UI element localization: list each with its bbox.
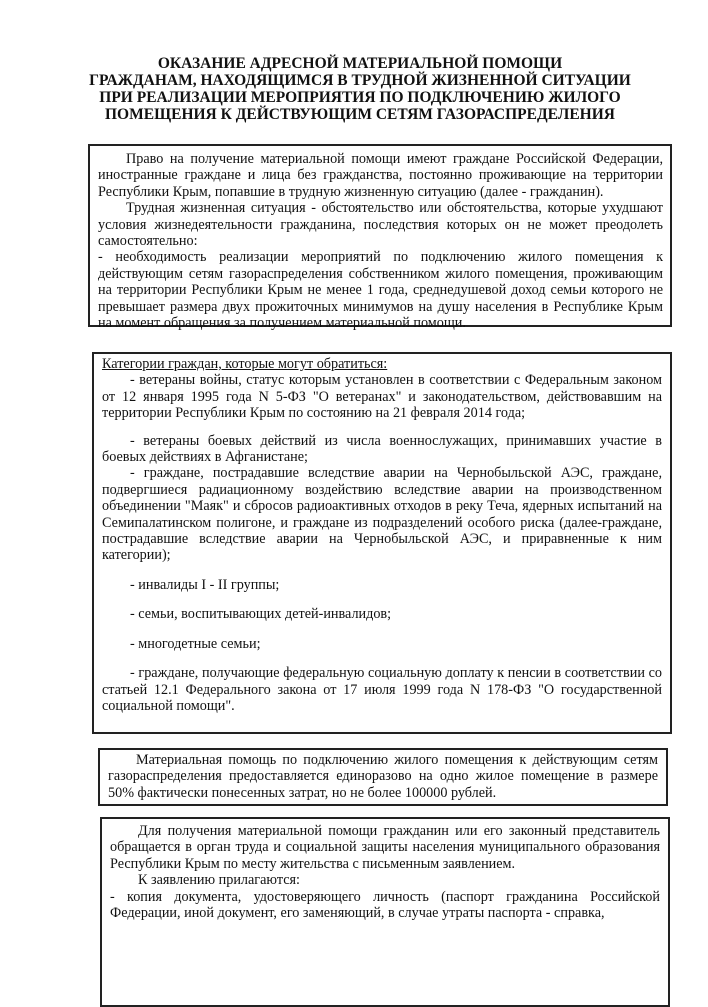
category-item: - ветераны войны, статус которым установлен в соответствии с Федеральным законом от 12 января 1995 года N 5-ФЗ "О ветеранах" и законодательством, действовавшим на территории Республики Крым по состоянию на 21 февраля 2014 года;: [102, 372, 662, 422]
application-box: [100, 817, 670, 1007]
amount-box: [98, 748, 668, 806]
category-item: - инвалиды I - II группы;: [130, 576, 280, 593]
amount-paragraph: Материальная помощь по подключению жилого помещения к действующим сетям газораспределения предоставляется единоразово на одно жилое помещение в размере 50% фактически понесенных затрат, но не более 100000 рублей.: [108, 752, 658, 801]
eligibility-box: [88, 144, 672, 332]
category-item: - граждане, получающие федеральную социальную доплату к пенсии в соответствии со статьей 12.1 Федерального закона от 17 июля 1999 года N 178-ФЗ "О государственной социальной помощи".: [102, 665, 662, 714]
category-item: - семьи, воспитывающих детей-инвалидов;: [130, 606, 392, 623]
category-item: - граждане, пострадавшие вследствие аварии на Чернобыльской АЭС, граждане, подвергшиеся радиационному воздействию вследствие аварии на производственном объединении "Маяк" и сбросов радиоактивных отходов в реку Теча, ядерных испытаний на Семипалатинском полигоне, и граждане из подразделений особого риска (далее-граждане, пострадавшие вследствие аварии на Чернобыльской АЭС, и приравненные к ним категории);: [102, 465, 662, 564]
attachment-item: - копия документа, удостоверяющего личность (паспорт гражданина Российской Федерации, иной документ, его заменяющий, в случае утраты паспорта - справка,: [110, 888, 660, 922]
title-line: ПОМЕЩЕНИЯ К ДЕЙСТВУЮЩИМ СЕТЯМ ГАЗОРАСПРЕДЕЛЕНИЯ: [105, 106, 615, 123]
page-title: [60, 55, 660, 123]
eligibility-paragraph: Право на получение материальной помощи имеют граждане Российской Федерации, иностранные граждане и лица без гражданства, постоянно проживающие на территории Республики Крым, попавшие в трудную жизненную ситуацию (далее - гражданин).: [98, 151, 663, 200]
title-line: ГРАЖДАНАМ, НАХОДЯЩИМСЯ В ТРУДНОЙ ЖИЗНЕННОЙ СИТУАЦИИ: [89, 72, 631, 89]
category-item: - ветераны боевых действий из числа военнослужащих, принимавших участие в боевых действиях в Афганистане;: [102, 432, 662, 466]
application-paragraph: Для получения материальной помощи гражданин или его законный представитель обращается в орган труда и социальной защиты населения муниципального образования Республики Крым по месту жительства с письменным заявлением.: [110, 823, 660, 872]
difficult-situation-paragraph: Трудная жизненная ситуация - обстоятельство или обстоятельства, которые ухудшают условия жизнедеятельности гражданина, последствия которых он не может преодолеть самостоятельно:: [98, 200, 663, 250]
categories-header: Категории граждан, которые могут обратиться:: [102, 356, 388, 372]
category-item: - многодетные семьи;: [130, 635, 261, 652]
title-line: ПРИ РЕАЛИЗАЦИИ МЕРОПРИЯТИЯ ПО ПОДКЛЮЧЕНИЮ ЖИЛОГО: [99, 89, 621, 106]
attachments-header: К заявлению прилагаются:: [138, 872, 300, 889]
categories-box: [92, 352, 672, 734]
title-line: ОКАЗАНИЕ АДРЕСНОЙ МАТЕРИАЛЬНОЙ ПОМОЩИ: [157, 55, 563, 72]
gas-connection-condition: - необходимость реализации мероприятий по подключению жилого помещения к действующим сетям газораспределения собственником жилого помещения, проживающим на территории Республики Крым не менее 1 года, среднедушевой доход семьи которого не превышает размера двух прожиточных минимумов на душу населения в Республике Крым на момент обращения за получением материальной помощи.: [98, 249, 663, 332]
